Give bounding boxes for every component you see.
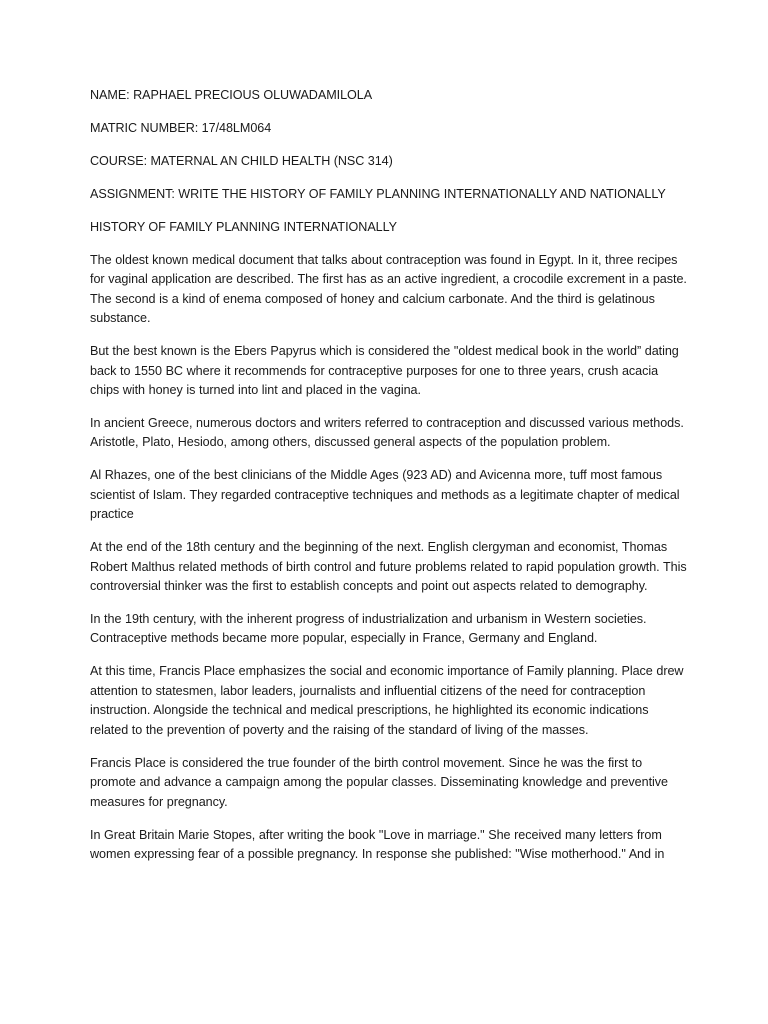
assignment-title: ASSIGNMENT: WRITE THE HISTORY OF FAMILY PLANNING INTERNATIONALLY AND NATIONALLY — [90, 187, 666, 201]
document-page — [90, 86, 690, 878]
paragraph: Francis Place is considered the true founder of the birth control movement. Since he was the first to promote and advance a campaign among the popular classes. Disseminating knowledge and preventive measures for pregnancy. — [90, 755, 668, 809]
matric-number: MATRIC NUMBER: 17/48LM064 — [90, 121, 272, 135]
paragraph: But the best known is the Ebers Papyrus which is considered the "oldest medical book in the world” dating back to 1550 BC where it recommends for contraceptive purposes for one to three years, crush acacia chips with honey is turned into lint and placed in the vagina. — [90, 344, 679, 398]
paragraph: At this time, Francis Place emphasizes the social and economic importance of Family planning. Place drew attention to statesmen, labor leaders, journalists and influential citizens of the need for contraception instruction. Alongside the technical and medical prescriptions, he highlighted its economic indications related to the prevention of poverty and the raising of the standard of living of the masses. — [90, 664, 684, 737]
paragraph: Al Rhazes, one of the best clinicians of the Middle Ages (923 AD) and Avicenna more, tuff most famous scientist of Islam. They regarded contraceptive techniques and methods as a legitimate chapter of medical practice — [90, 468, 680, 522]
paragraph: In the 19th century, with the inherent progress of industrialization and urbanism in Western societies. Contraceptive methods became more popular, especially in France, Germany and England. — [90, 612, 647, 646]
paragraph: In Great Britain Marie Stopes, after writing the book "Love in marriage." She received many letters from women expressing fear of a possible pregnancy. In response she published: "Wise motherhood." And in — [90, 827, 665, 861]
section-heading: HISTORY OF FAMILY PLANNING INTERNATIONALLY — [90, 220, 397, 234]
student-name: NAME: RAPHAEL PRECIOUS OLUWADAMILOLA — [90, 88, 373, 102]
paragraph: At the end of the 18th century and the beginning of the next. English clergyman and economist, Thomas Robert Malthus related methods of birth control and future problems related to rapid population growth. This controversial thinker was the first to establish concepts and point out aspects related to demography. — [90, 540, 687, 594]
paragraph: The oldest known medical document that talks about contraception was found in Egypt. In it, three recipes for vaginal application are described. The first has as an active ingredient, a crocodile excrement in a paste. The second is a kind of enema composed of honey and calcium carbonate. And the third is gelatinous substance. — [90, 253, 687, 326]
paragraph: In ancient Greece, numerous doctors and writers referred to contraception and discussed various methods. Aristotle, Plato, Hesiodo, among others, discussed general aspects of the population problem. — [90, 416, 684, 450]
course-title: COURSE: MATERNAL AN CHILD HEALTH (NSC 314) — [90, 154, 393, 168]
